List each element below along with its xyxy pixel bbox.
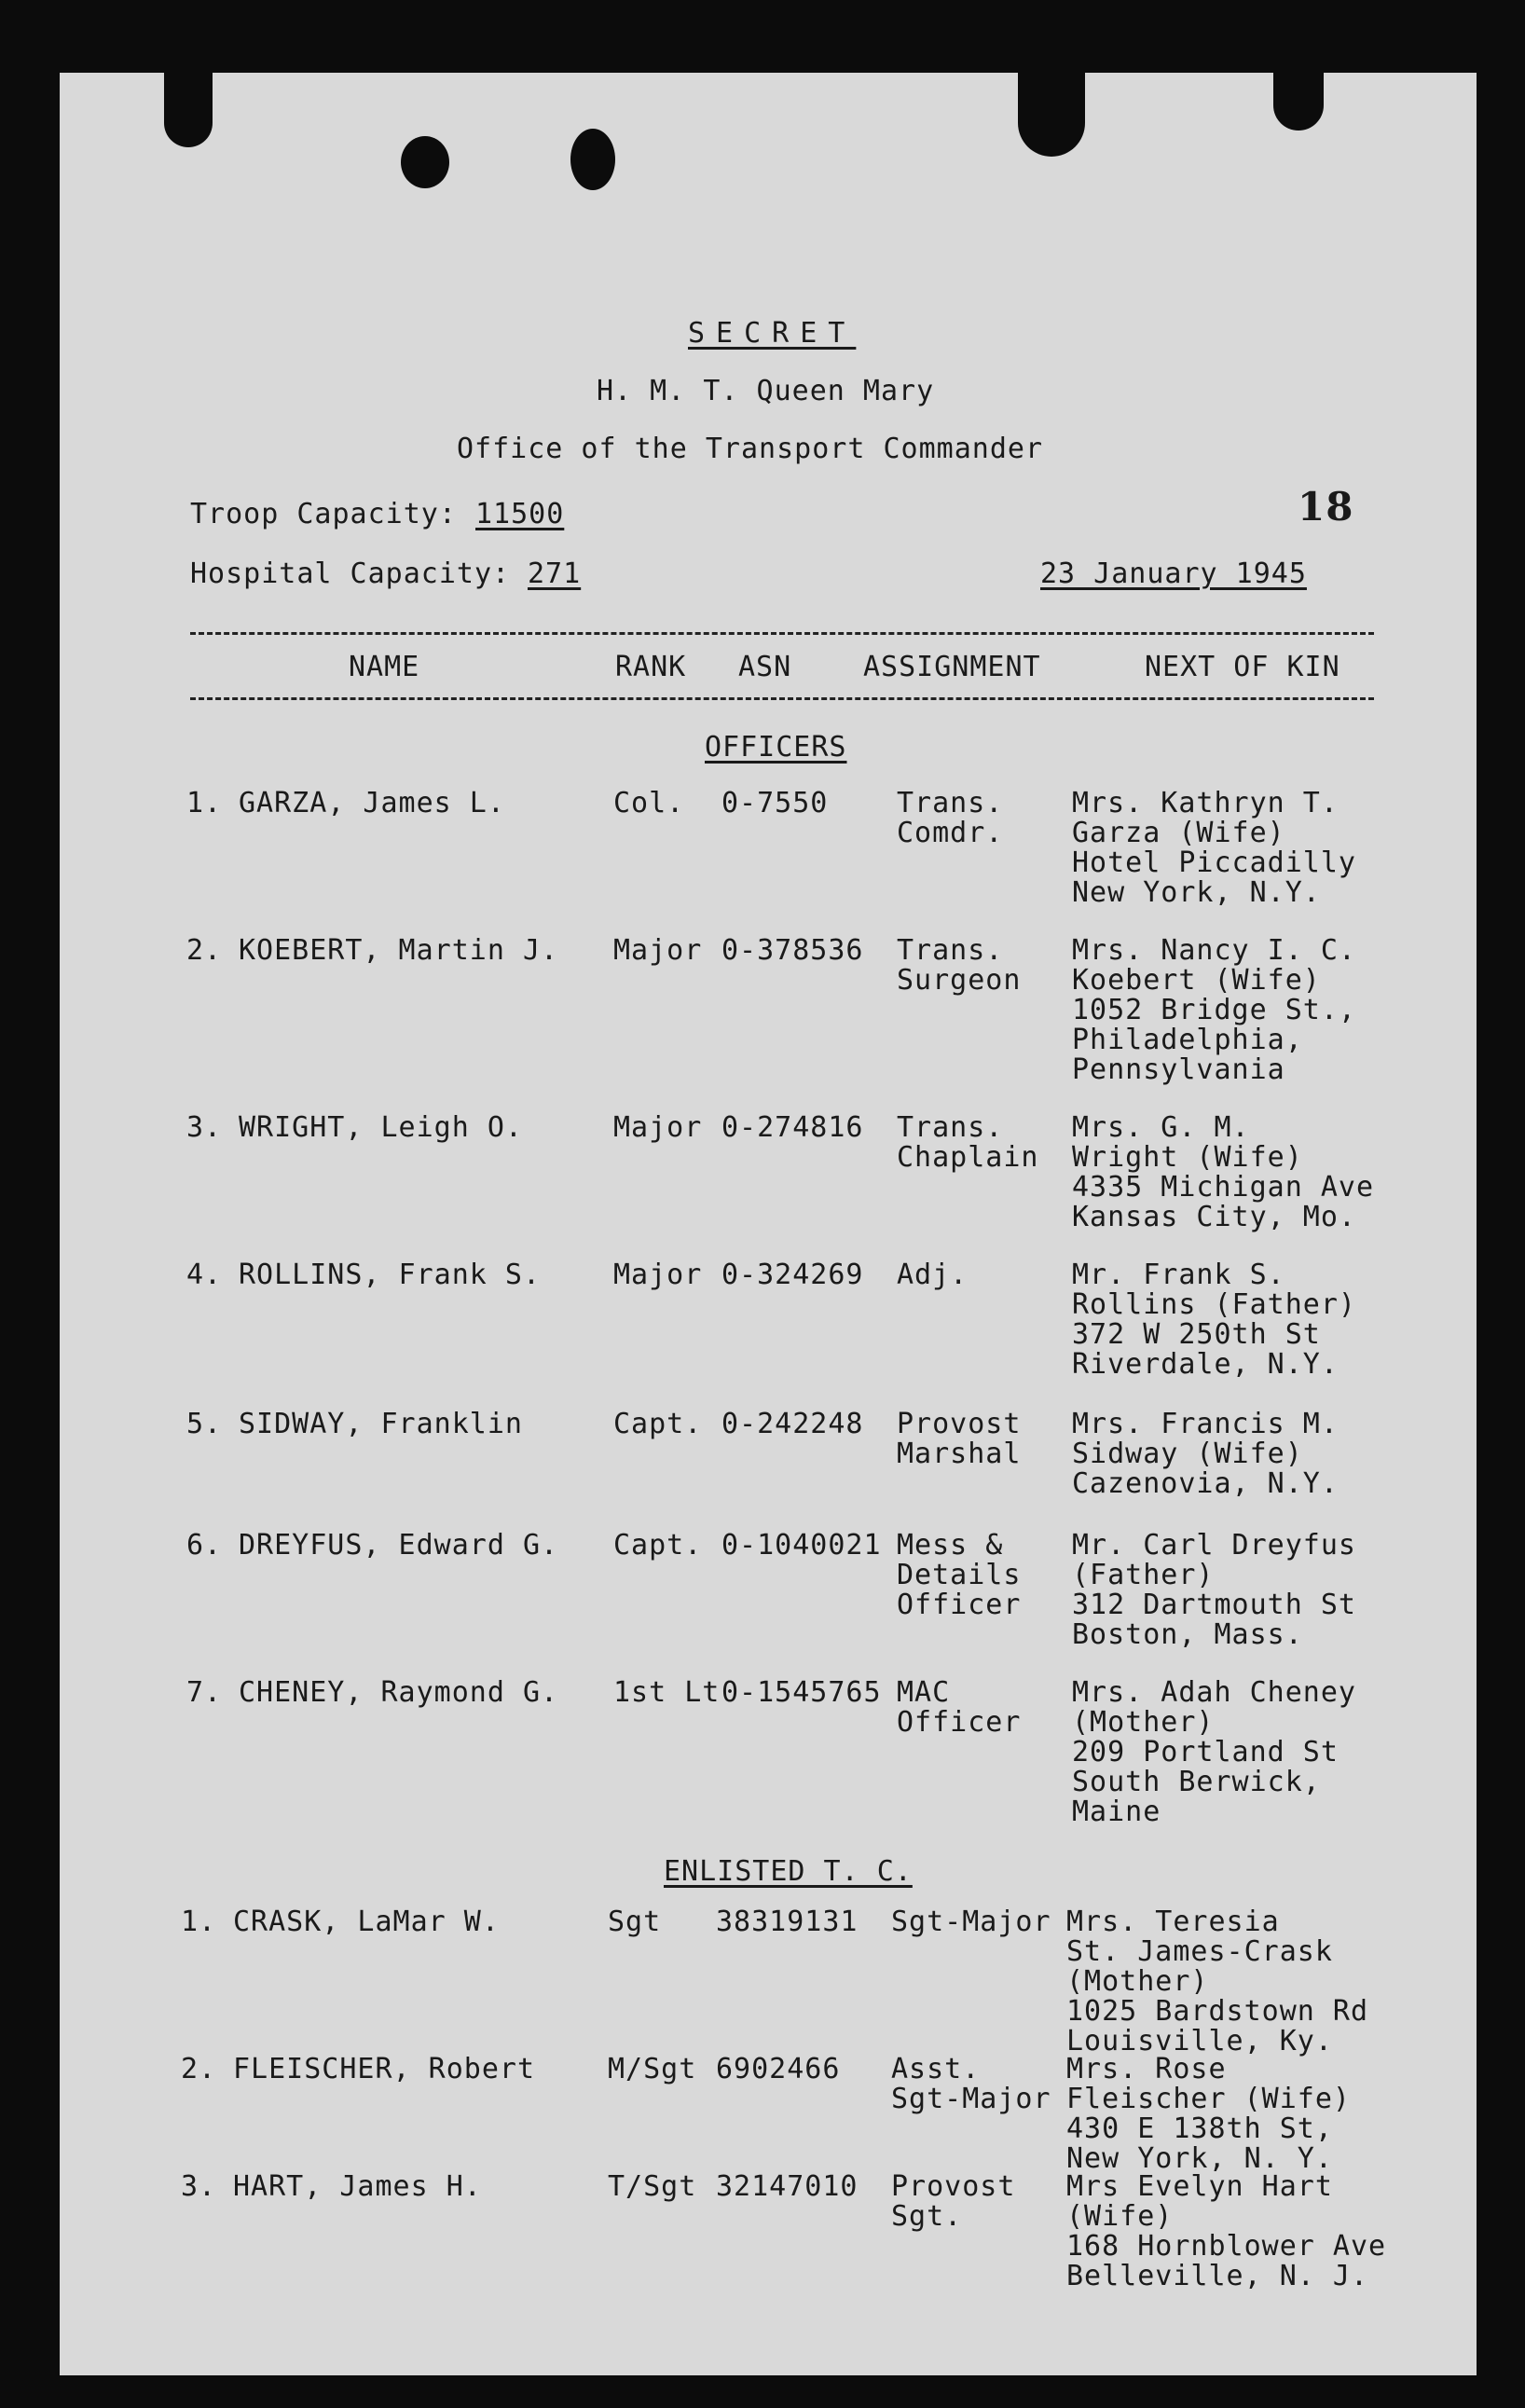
hospital-capacity-label: Hospital Capacity: [190, 557, 511, 590]
member-assignment [897, 1678, 1021, 1738]
member-name: FLEISCHER, Robert [233, 2053, 536, 2085]
punch-hole-left [401, 136, 449, 188]
assignment-line: Trans. [897, 934, 1004, 967]
next-of-kin-line: 168 Hornblower Ave [1066, 2230, 1387, 2263]
next-of-kin-line: Riverdale, N.Y. [1072, 1348, 1339, 1381]
member-name: GARZA, James L. [239, 787, 505, 819]
row-number: 2. [186, 934, 223, 967]
assignment-line: Officer [897, 1589, 1022, 1621]
row-number: 3. [186, 1111, 223, 1144]
row-number: 5. [186, 1408, 223, 1440]
row-number: 4. [186, 1259, 223, 1291]
assignment-line: Provost [891, 2170, 1016, 2203]
troop-capacity-label: Troop Capacity: [190, 498, 457, 530]
member-next-of-kin [1066, 1907, 1368, 2057]
ship-name: H. M. T. Queen Mary [597, 375, 935, 407]
next-of-kin-line: Mrs. Nancy I. C. [1072, 934, 1356, 967]
member-name: WRIGHT, Leigh O. [239, 1111, 523, 1144]
assignment-line: Provost [897, 1408, 1022, 1440]
row-number: 6. [186, 1529, 223, 1562]
next-of-kin-line: Boston, Mass. [1072, 1618, 1303, 1651]
next-of-kin-line: 1025 Bardstown Rd [1066, 1995, 1369, 2028]
next-of-kin-line: 4335 Michigan Ave [1072, 1171, 1375, 1204]
next-of-kin-line: Garza (Wife) [1072, 817, 1285, 849]
member-assignment [897, 1113, 1039, 1173]
next-of-kin-line: 209 Portland St [1072, 1736, 1339, 1768]
column-header-rank: RANK [615, 651, 687, 683]
member-next-of-kin [1066, 2172, 1386, 2291]
member-next-of-kin [1072, 1531, 1356, 1650]
next-of-kin-line: Rollins (Father) [1072, 1288, 1356, 1321]
member-next-of-kin [1072, 1678, 1356, 1827]
column-header-asn: ASN [738, 651, 792, 683]
member-asn: 6902466 [716, 2053, 841, 2085]
member-assignment [897, 1260, 968, 1290]
member-rank: Major [613, 934, 703, 967]
member-asn: 0-378536 [721, 934, 864, 967]
assignment-line: Details [897, 1559, 1022, 1591]
member-asn: 0-242248 [721, 1408, 864, 1440]
member-asn: 0-1040021 [721, 1529, 882, 1562]
next-of-kin-line: 1052 Bridge St., [1072, 994, 1356, 1026]
row-number: 7. [186, 1676, 223, 1709]
assignment-line: Sgt-Major [891, 1906, 1051, 1938]
member-asn: 32147010 [716, 2170, 859, 2203]
next-of-kin-line: Mr. Carl Dreyfus [1072, 1529, 1356, 1562]
member-assignment [897, 936, 1021, 996]
next-of-kin-line: Maine [1072, 1796, 1161, 1828]
office-title: Office of the Transport Commander [457, 433, 1044, 465]
torn-notch-far-right [1273, 73, 1324, 131]
member-next-of-kin [1072, 789, 1356, 908]
next-of-kin-line: Louisville, Ky. [1066, 2025, 1333, 2057]
column-header-name: NAME [349, 651, 420, 683]
member-asn: 0-274816 [721, 1111, 864, 1144]
next-of-kin-line: (Mother) [1072, 1706, 1215, 1739]
next-of-kin-line: Kansas City, Mo. [1072, 1201, 1356, 1233]
next-of-kin-line: South Berwick, [1072, 1766, 1321, 1798]
next-of-kin-line: 312 Dartmouth St [1072, 1589, 1356, 1621]
next-of-kin-line: Mrs Evelyn Hart [1066, 2170, 1333, 2203]
punch-hole-center [570, 129, 615, 190]
member-rank: T/Sgt [608, 2170, 697, 2203]
next-of-kin-line: Hotel Piccadilly [1072, 846, 1356, 879]
member-next-of-kin [1072, 1410, 1339, 1499]
header-divider-top [190, 632, 1374, 635]
member-assignment [897, 789, 1003, 848]
next-of-kin-line: St. James-Crask [1066, 1935, 1333, 1968]
assignment-line: Sgt-Major [891, 2083, 1051, 2115]
member-asn: 0-324269 [721, 1259, 864, 1291]
page-number: 18 [1298, 484, 1354, 530]
member-asn: 0-1545765 [721, 1676, 882, 1709]
member-name: DREYFUS, Edward G. [239, 1529, 559, 1562]
member-next-of-kin [1072, 936, 1356, 1085]
column-header-assignment: ASSIGNMENT [863, 651, 1041, 683]
classification-label: SECRET [688, 317, 857, 350]
next-of-kin-line: (Mother) [1066, 1965, 1209, 1998]
member-rank: Major [613, 1259, 703, 1291]
section-title-officers: OFFICERS [705, 731, 847, 764]
member-name: HART, James H. [233, 2170, 482, 2203]
next-of-kin-line: Mr. Frank S. [1072, 1259, 1285, 1291]
next-of-kin-line: Fleischer (Wife) [1066, 2083, 1351, 2115]
torn-notch-left [164, 73, 213, 147]
member-rank: M/Sgt [608, 2053, 697, 2085]
member-name: CHENEY, Raymond G. [239, 1676, 559, 1709]
assignment-line: Sgt. [891, 2200, 963, 2233]
next-of-kin-line: Mrs. G. M. [1072, 1111, 1250, 1144]
hospital-capacity-value: 271 [528, 557, 582, 590]
assignment-line: Marshal [897, 1438, 1022, 1470]
member-rank: Capt. [613, 1408, 703, 1440]
next-of-kin-line: 430 E 138th St, [1066, 2112, 1333, 2145]
document-date: 23 January 1945 [1040, 557, 1307, 590]
row-number: 1. [186, 787, 223, 819]
member-rank: Major [613, 1111, 703, 1144]
next-of-kin-line: Mrs. Rose [1066, 2053, 1227, 2085]
next-of-kin-line: Sidway (Wife) [1072, 1438, 1303, 1470]
row-number: 1. [181, 1906, 217, 1938]
column-header-next-of-kin: NEXT OF KIN [1145, 651, 1340, 683]
assignment-line: Surgeon [897, 964, 1022, 997]
assignment-line: Chaplain [897, 1141, 1039, 1174]
member-rank: Col. [613, 787, 685, 819]
next-of-kin-line: New York, N.Y. [1072, 876, 1321, 909]
next-of-kin-line: Philadelphia, [1072, 1024, 1303, 1056]
next-of-kin-line: Mrs. Adah Cheney [1072, 1676, 1356, 1709]
member-asn: 0-7550 [721, 787, 829, 819]
member-rank: 1st Lt [613, 1676, 721, 1709]
assignment-line: Trans. [897, 1111, 1004, 1144]
member-assignment [891, 2172, 1015, 2232]
next-of-kin-line: Pennsylvania [1072, 1053, 1285, 1086]
next-of-kin-line: Mrs. Kathryn T. [1072, 787, 1339, 819]
member-next-of-kin [1066, 2055, 1351, 2174]
member-assignment [891, 1907, 1051, 1937]
next-of-kin-line: (Father) [1072, 1559, 1215, 1591]
member-assignment [897, 1531, 1021, 1620]
assignment-line: MAC [897, 1676, 951, 1709]
assignment-line: Trans. [897, 787, 1004, 819]
assignment-line: Mess & [897, 1529, 1004, 1562]
next-of-kin-line: (Wife) [1066, 2200, 1174, 2233]
section-title-enlisted: ENLISTED T. C. [664, 1855, 913, 1888]
member-assignment [891, 2055, 1051, 2114]
member-name: CRASK, LaMar W. [233, 1906, 500, 1938]
member-name: ROLLINS, Frank S. [239, 1259, 542, 1291]
member-next-of-kin [1072, 1113, 1374, 1232]
next-of-kin-line: Koebert (Wife) [1072, 964, 1321, 997]
member-assignment [897, 1410, 1021, 1469]
assignment-line: Adj. [897, 1259, 969, 1291]
next-of-kin-line: Cazenovia, N.Y. [1072, 1467, 1339, 1500]
next-of-kin-line: Mrs. Teresia [1066, 1906, 1280, 1938]
next-of-kin-line: Mrs. Francis M. [1072, 1408, 1339, 1440]
member-asn: 38319131 [716, 1906, 859, 1938]
next-of-kin-line: 372 W 250th St [1072, 1318, 1321, 1351]
next-of-kin-line: New York, N. Y. [1066, 2142, 1333, 2175]
member-next-of-kin [1072, 1260, 1356, 1380]
next-of-kin-line: Belleville, N. J. [1066, 2260, 1369, 2292]
header-divider-bottom [190, 697, 1374, 700]
assignment-line: Comdr. [897, 817, 1004, 849]
next-of-kin-line: Wright (Wife) [1072, 1141, 1303, 1174]
row-number: 2. [181, 2053, 217, 2085]
troop-capacity-value: 11500 [475, 498, 565, 530]
member-rank: Sgt [608, 1906, 662, 1938]
assignment-line: Officer [897, 1706, 1022, 1739]
member-name: SIDWAY, Franklin [239, 1408, 523, 1440]
torn-notch-right [1018, 73, 1085, 157]
assignment-line: Asst. [891, 2053, 981, 2085]
member-name: KOEBERT, Martin J. [239, 934, 559, 967]
member-rank: Capt. [613, 1529, 703, 1562]
row-number: 3. [181, 2170, 217, 2203]
